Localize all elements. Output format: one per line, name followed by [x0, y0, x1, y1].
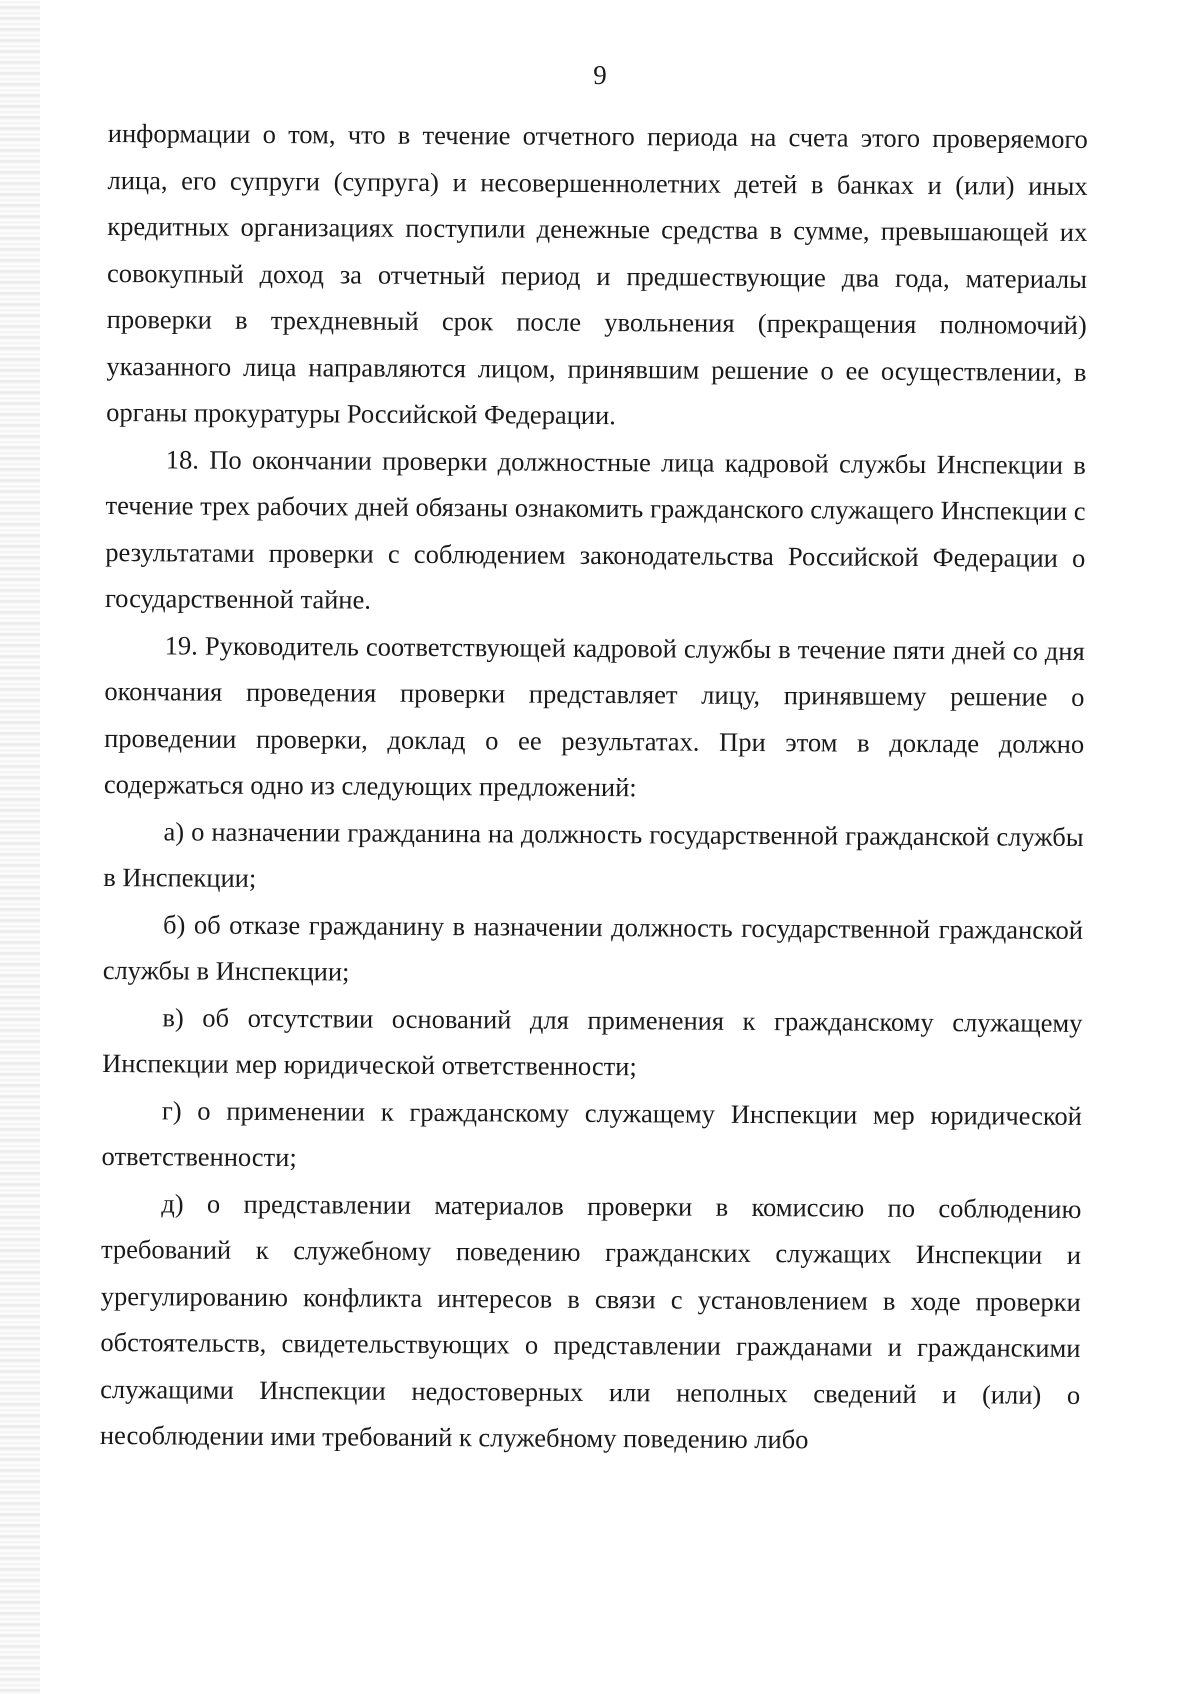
paragraph-18: 18. По окончании проверки должностные лица кадровой службы Инспекции в течение трех рабочих дней обязаны ознакомить гражданского служащего Инспекции с результатами проверки с соблюдением законодательства Российской Федерации о государственной тайне. — [104, 443, 1086, 615]
list-item-a: а) о назначении гражданина на должность государственной гражданской службы в Инспекции; — [103, 815, 1084, 893]
paragraph-19: 19. Руководитель соответствующей кадровой службы в течение пяти дней со дня окончания проведения проверки представляет лицу, принявшему решение о проведении проверки, доклад о ее результатах. При этом в докладе должно содержаться одно из следующих предложений: — [103, 629, 1085, 803]
list-item-b: б) об отказе гражданину в назначении должность государственной гражданской службы в Инспекции; — [102, 908, 1084, 987]
list-item-d: д) о представлении материалов проверки в комиссию по соблюдению требований к служебному поведению гражданских служащих Инспекции и урегулированию конфликта интересов в связи с установлением в ходе проверки обстоятельств, свидетельствующих о представлении гражданами и гражданскими служащими Инспекции недостоверных или неполных сведений и (или) о несоблюдении ими требований к служебному поведению либо — [99, 1187, 1082, 1455]
list-item-v: в) об отсутствии оснований для применения к гражданскому служащему Инспекции мер юридической ответственности; — [102, 1001, 1083, 1082]
scan-edge-artifact — [0, 0, 40, 1694]
list-item-g: г) о применении к гражданскому служащему Инспекции мер юридической ответственности; — [101, 1094, 1082, 1173]
page-number: 9 — [593, 60, 607, 90]
paragraph-continuation: информации о том, что в течение отчетного периода на счета этого проверяемого лица, его супруги (супруга) и несовершеннолетних детей в банках и (или) иных кредитных организациях поступили денежные средства в сумме, превышающей их совокупный доход за отчетный период и предшествующие два года, материалы проверки в трехдневный срок после увольнения (прекращения полномочий) указанного лица направляются лицом, принявшим решение о ее осуществлении, в органы прокуратуры Российской Федерации. — [106, 117, 1088, 431]
document-body — [100, 110, 1088, 1464]
